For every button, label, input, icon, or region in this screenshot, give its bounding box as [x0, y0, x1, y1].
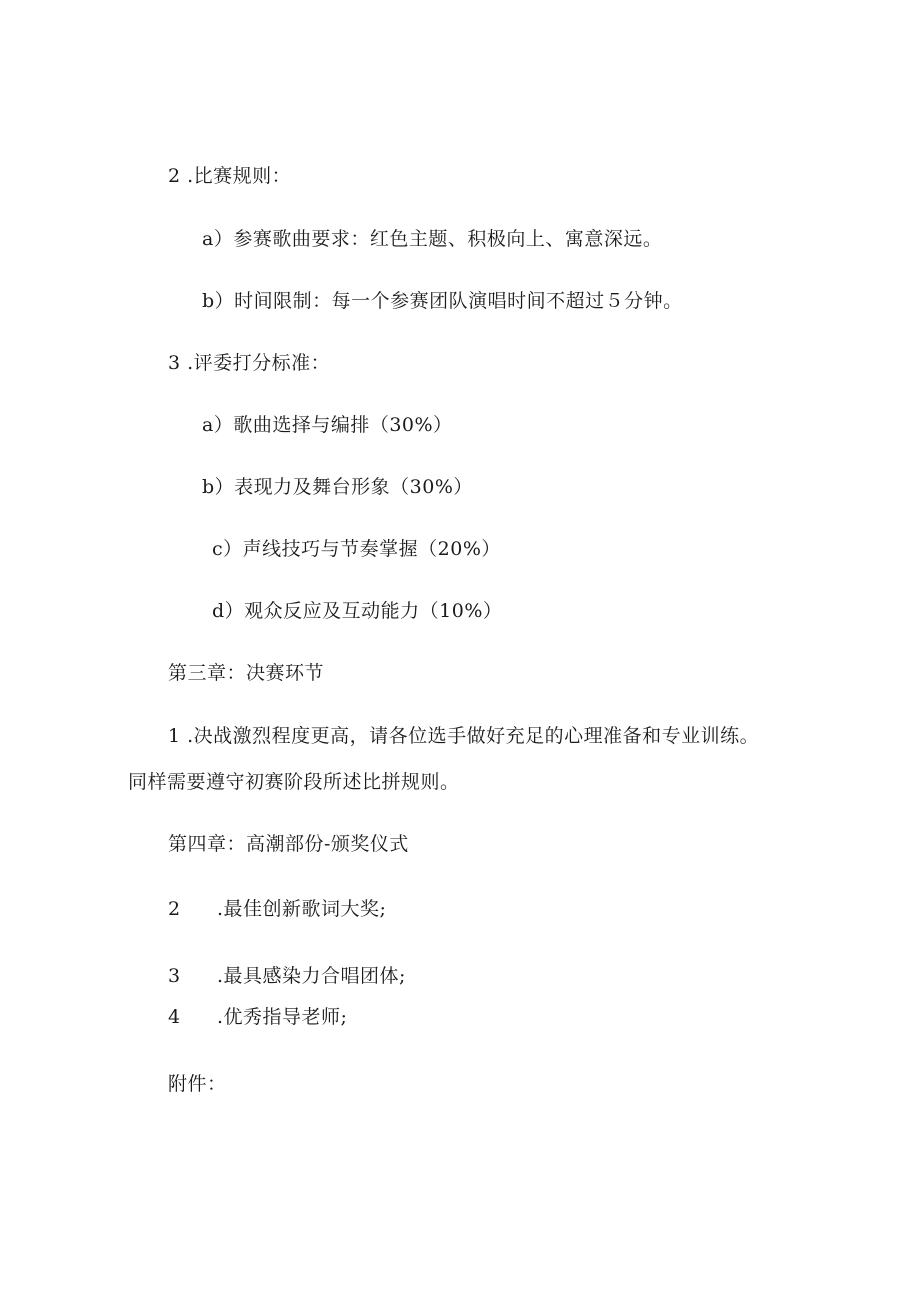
scoring-item-b: b）表现力及舞台形象（30%）: [202, 476, 473, 498]
scoring-item-d: d）观众反应及互动能力（10%）: [212, 600, 503, 622]
award-text: .最具感染力合唱团体;: [217, 965, 406, 987]
attachment-label: 附件：: [168, 1073, 227, 1095]
scoring-item-c: c）声线技巧与节奏掌握（20%）: [212, 538, 501, 560]
rules-heading: 2 .比赛规则：: [168, 165, 292, 187]
scoring-heading: 3 .评委打分标准：: [168, 352, 331, 374]
award-number: 4: [168, 1006, 181, 1028]
award-item: [168, 897, 386, 921]
award-number: 3: [168, 965, 181, 987]
chapter3-paragraph-line1: 1 .决战激烈程度更高，请各位选手做好充足的心理准备和专业训练。: [168, 725, 760, 747]
award-item: [168, 1005, 347, 1029]
chapter3-paragraph-line2: 同样需要遵守初赛阶段所述比拼规则。: [128, 771, 460, 793]
rules-item-a: a）参赛歌曲要求：红色主题、积极向上、寓意深远。: [202, 228, 663, 250]
chapter4-title: 第四章：高潮部份-颁奖仪式: [168, 833, 409, 855]
award-text: .优秀指导老师;: [217, 1006, 348, 1028]
scoring-item-a: a）歌曲选择与编排（30%）: [202, 414, 453, 436]
award-item: [168, 964, 406, 988]
rules-item-b: b）时间限制：每一个参赛团队演唱时间不超过５分钟。: [202, 290, 683, 312]
award-number: 2: [168, 898, 181, 920]
chapter3-title: 第三章：决赛环节: [168, 662, 325, 684]
award-text: .最佳创新歌词大奖;: [217, 898, 387, 920]
